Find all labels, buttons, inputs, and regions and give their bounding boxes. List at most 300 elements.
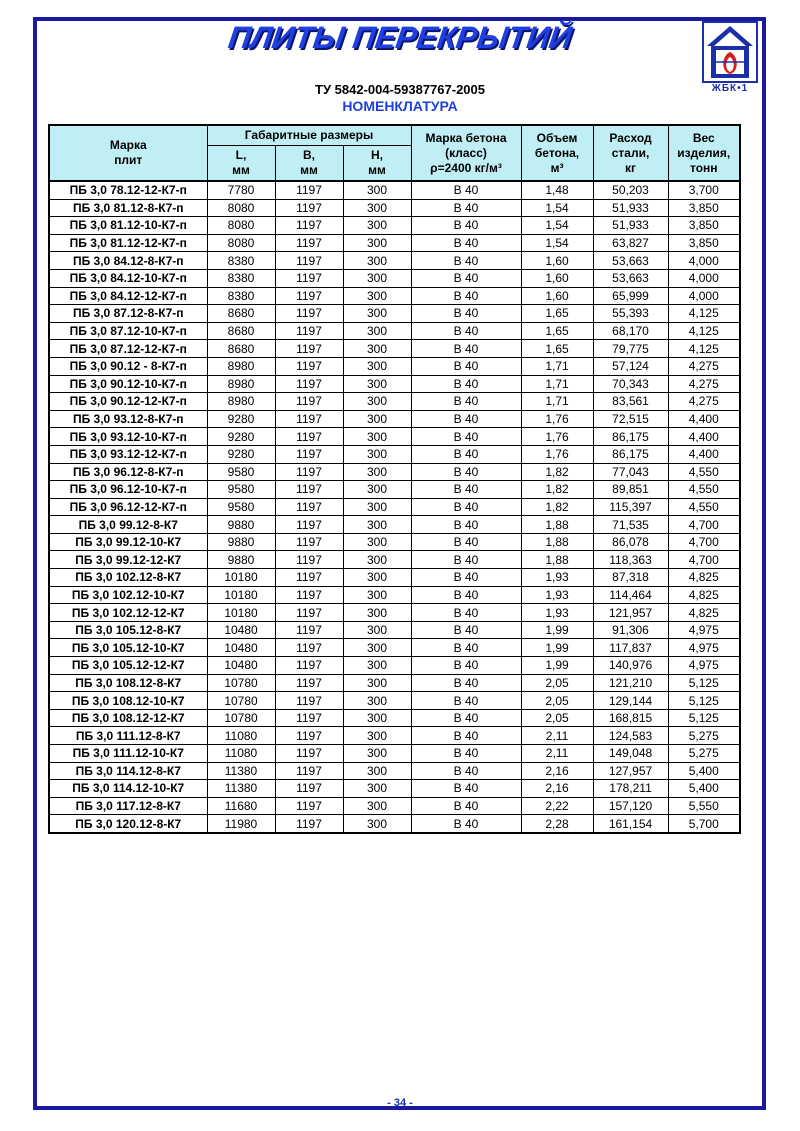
cell-width: 1197 xyxy=(275,516,343,534)
cell-width: 1197 xyxy=(275,181,343,199)
cell-marka: ПБ 3,0 102.12-12-К7 xyxy=(49,604,207,622)
cell-marka: ПБ 3,0 87.12-12-К7-п xyxy=(49,340,207,358)
cell-length: 8680 xyxy=(207,340,275,358)
cell-volume: 1,48 xyxy=(521,181,593,199)
cell-weight: 4,700 xyxy=(668,516,740,534)
cell-volume: 1,82 xyxy=(521,481,593,499)
cell-steel: 79,775 xyxy=(593,340,668,358)
table-row xyxy=(49,498,740,516)
cell-beton: В 40 xyxy=(411,709,521,727)
col-header-beton-line2: (класс) xyxy=(445,145,487,160)
cell-steel: 86,175 xyxy=(593,445,668,463)
cell-weight: 5,125 xyxy=(668,692,740,710)
cell-width: 1197 xyxy=(275,551,343,569)
cell-beton: В 40 xyxy=(411,586,521,604)
cell-marka: ПБ 3,0 87.12-10-К7-п xyxy=(49,322,207,340)
cell-height: 300 xyxy=(343,305,411,323)
cell-marka: ПБ 3,0 108.12-12-К7 xyxy=(49,709,207,727)
cell-weight: 4,975 xyxy=(668,639,740,657)
cell-width: 1197 xyxy=(275,639,343,657)
cell-width: 1197 xyxy=(275,481,343,499)
cell-marka: ПБ 3,0 111.12-10-К7 xyxy=(49,745,207,763)
cell-volume: 1,88 xyxy=(521,516,593,534)
cell-weight: 4,825 xyxy=(668,604,740,622)
cell-beton: В 40 xyxy=(411,498,521,516)
cell-steel: 161,154 xyxy=(593,815,668,833)
cell-weight: 4,275 xyxy=(668,375,740,393)
cell-length: 9580 xyxy=(207,498,275,516)
cell-width: 1197 xyxy=(275,410,343,428)
cell-weight: 4,550 xyxy=(668,498,740,516)
cell-beton: В 40 xyxy=(411,375,521,393)
cell-marka: ПБ 3,0 102.12-8-К7 xyxy=(49,569,207,587)
cell-height: 300 xyxy=(343,428,411,446)
cell-volume: 1,65 xyxy=(521,305,593,323)
cell-length: 10780 xyxy=(207,709,275,727)
cell-volume: 2,16 xyxy=(521,780,593,798)
cell-steel: 178,211 xyxy=(593,780,668,798)
cell-beton: В 40 xyxy=(411,639,521,657)
table-row xyxy=(49,674,740,692)
cell-weight: 4,400 xyxy=(668,428,740,446)
cell-beton: В 40 xyxy=(411,234,521,252)
cell-length: 10180 xyxy=(207,586,275,604)
cell-weight: 4,000 xyxy=(668,287,740,305)
cell-volume: 1,60 xyxy=(521,287,593,305)
cell-volume: 1,82 xyxy=(521,463,593,481)
cell-length: 11080 xyxy=(207,727,275,745)
cell-width: 1197 xyxy=(275,674,343,692)
cell-volume: 2,28 xyxy=(521,815,593,833)
cell-volume: 2,16 xyxy=(521,762,593,780)
cell-length: 10780 xyxy=(207,692,275,710)
cell-height: 300 xyxy=(343,639,411,657)
table-row xyxy=(49,393,740,411)
cell-width: 1197 xyxy=(275,340,343,358)
cell-marka: ПБ 3,0 111.12-8-К7 xyxy=(49,727,207,745)
cell-steel: 118,363 xyxy=(593,551,668,569)
col-header-weight-line3: тонн xyxy=(689,160,718,175)
table-row xyxy=(49,481,740,499)
cell-steel: 127,957 xyxy=(593,762,668,780)
cell-width: 1197 xyxy=(275,569,343,587)
cell-width: 1197 xyxy=(275,621,343,639)
cell-weight: 3,850 xyxy=(668,234,740,252)
cell-beton: В 40 xyxy=(411,322,521,340)
cell-height: 300 xyxy=(343,745,411,763)
cell-volume: 1,82 xyxy=(521,498,593,516)
cell-steel: 157,120 xyxy=(593,797,668,815)
cell-length: 11980 xyxy=(207,815,275,833)
cell-steel: 121,957 xyxy=(593,604,668,622)
cell-width: 1197 xyxy=(275,762,343,780)
cell-width: 1197 xyxy=(275,745,343,763)
cell-width: 1197 xyxy=(275,604,343,622)
cell-steel: 140,976 xyxy=(593,657,668,675)
table-row xyxy=(49,181,740,199)
cell-height: 300 xyxy=(343,252,411,270)
cell-beton: В 40 xyxy=(411,199,521,217)
cell-marka: ПБ 3,0 81.12-10-К7-п xyxy=(49,217,207,235)
table-row xyxy=(49,551,740,569)
cell-width: 1197 xyxy=(275,375,343,393)
cell-height: 300 xyxy=(343,217,411,235)
cell-height: 300 xyxy=(343,322,411,340)
col-header-volume-line2: бетона, xyxy=(534,145,580,160)
cell-beton: В 40 xyxy=(411,569,521,587)
cell-height: 300 xyxy=(343,269,411,287)
table-row xyxy=(49,621,740,639)
cell-length: 9580 xyxy=(207,463,275,481)
table-row xyxy=(49,657,740,675)
cell-marka: ПБ 3,0 84.12-8-К7-п xyxy=(49,252,207,270)
cell-marka: ПБ 3,0 81.12-12-К7-п xyxy=(49,234,207,252)
cell-length: 11080 xyxy=(207,745,275,763)
cell-steel: 77,043 xyxy=(593,463,668,481)
cell-weight: 4,400 xyxy=(668,445,740,463)
col-header-weight-line1: Вес xyxy=(692,130,715,145)
cell-steel: 72,515 xyxy=(593,410,668,428)
cell-height: 300 xyxy=(343,516,411,534)
cell-width: 1197 xyxy=(275,287,343,305)
table-row xyxy=(49,445,740,463)
cell-weight: 4,000 xyxy=(668,269,740,287)
cell-length: 9880 xyxy=(207,533,275,551)
cell-volume: 1,76 xyxy=(521,445,593,463)
cell-volume: 1,88 xyxy=(521,533,593,551)
cell-steel: 117,837 xyxy=(593,639,668,657)
table-row xyxy=(49,287,740,305)
col-header-beton xyxy=(411,125,521,181)
col-header-volume-line1: Объем xyxy=(536,130,578,145)
cell-volume: 1,99 xyxy=(521,639,593,657)
cell-length: 8980 xyxy=(207,357,275,375)
cell-width: 1197 xyxy=(275,322,343,340)
cell-height: 300 xyxy=(343,533,411,551)
cell-marka: ПБ 3,0 96.12-10-К7-п xyxy=(49,481,207,499)
cell-marka: ПБ 3,0 99.12-10-К7 xyxy=(49,533,207,551)
cell-weight: 4,125 xyxy=(668,305,740,323)
cell-steel: 57,124 xyxy=(593,357,668,375)
cell-steel: 86,175 xyxy=(593,428,668,446)
cell-length: 9280 xyxy=(207,445,275,463)
cell-beton: В 40 xyxy=(411,780,521,798)
col-header-steel-line1: Расход xyxy=(609,130,652,145)
cell-width: 1197 xyxy=(275,269,343,287)
cell-beton: В 40 xyxy=(411,269,521,287)
cell-volume: 1,60 xyxy=(521,269,593,287)
cell-beton: В 40 xyxy=(411,604,521,622)
cell-beton: В 40 xyxy=(411,393,521,411)
cell-length: 8080 xyxy=(207,217,275,235)
table-row xyxy=(49,692,740,710)
col-header-beton-line1: Марка бетона xyxy=(425,130,507,145)
cell-marka: ПБ 3,0 90.12-10-К7-п xyxy=(49,375,207,393)
cell-marka: ПБ 3,0 93.12-10-К7-п xyxy=(49,428,207,446)
cell-height: 300 xyxy=(343,604,411,622)
cell-steel: 51,933 xyxy=(593,217,668,235)
cell-width: 1197 xyxy=(275,357,343,375)
cell-width: 1197 xyxy=(275,498,343,516)
cell-height: 300 xyxy=(343,481,411,499)
cell-weight: 5,700 xyxy=(668,815,740,833)
cell-marka: ПБ 3,0 108.12-10-К7 xyxy=(49,692,207,710)
col-header-length xyxy=(207,145,275,181)
cell-width: 1197 xyxy=(275,727,343,745)
cell-length: 10180 xyxy=(207,569,275,587)
cell-height: 300 xyxy=(343,674,411,692)
cell-width: 1197 xyxy=(275,252,343,270)
cell-beton: В 40 xyxy=(411,762,521,780)
cell-marka: ПБ 3,0 90.12 - 8-К7-п xyxy=(49,357,207,375)
col-header-steel xyxy=(593,125,668,181)
cell-length: 11680 xyxy=(207,797,275,815)
cell-length: 8080 xyxy=(207,199,275,217)
cell-weight: 3,700 xyxy=(668,181,740,199)
cell-width: 1197 xyxy=(275,797,343,815)
cell-marka: ПБ 3,0 105.12-10-К7 xyxy=(49,639,207,657)
cell-height: 300 xyxy=(343,551,411,569)
cell-height: 300 xyxy=(343,621,411,639)
cell-weight: 4,975 xyxy=(668,621,740,639)
cell-width: 1197 xyxy=(275,428,343,446)
table-row xyxy=(49,745,740,763)
cell-volume: 1,99 xyxy=(521,621,593,639)
col-header-height xyxy=(343,145,411,181)
table-row xyxy=(49,322,740,340)
cell-length: 8380 xyxy=(207,269,275,287)
cell-width: 1197 xyxy=(275,199,343,217)
cell-volume: 1,76 xyxy=(521,428,593,446)
cell-height: 300 xyxy=(343,498,411,516)
table-row xyxy=(49,709,740,727)
cell-steel: 91,306 xyxy=(593,621,668,639)
cell-length: 8980 xyxy=(207,375,275,393)
table-row xyxy=(49,639,740,657)
cell-volume: 1,71 xyxy=(521,375,593,393)
cell-height: 300 xyxy=(343,445,411,463)
cell-height: 300 xyxy=(343,234,411,252)
cell-weight: 4,825 xyxy=(668,586,740,604)
col-header-beton-line3: ρ=2400 кг/м³ xyxy=(430,160,502,175)
col-header-width xyxy=(275,145,343,181)
cell-steel: 129,144 xyxy=(593,692,668,710)
cell-steel: 71,535 xyxy=(593,516,668,534)
cell-weight: 5,400 xyxy=(668,762,740,780)
cell-height: 300 xyxy=(343,780,411,798)
cell-height: 300 xyxy=(343,463,411,481)
cell-weight: 5,550 xyxy=(668,797,740,815)
cell-weight: 4,400 xyxy=(668,410,740,428)
cell-height: 300 xyxy=(343,727,411,745)
cell-marka: ПБ 3,0 99.12-8-К7 xyxy=(49,516,207,534)
cell-volume: 2,05 xyxy=(521,674,593,692)
cell-beton: В 40 xyxy=(411,340,521,358)
cell-steel: 83,561 xyxy=(593,393,668,411)
cell-marka: ПБ 3,0 93.12-8-К7-п xyxy=(49,410,207,428)
cell-weight: 5,275 xyxy=(668,727,740,745)
cell-height: 300 xyxy=(343,410,411,428)
cell-weight: 3,850 xyxy=(668,217,740,235)
cell-weight: 5,400 xyxy=(668,780,740,798)
cell-height: 300 xyxy=(343,181,411,199)
cell-weight: 4,825 xyxy=(668,569,740,587)
cell-beton: В 40 xyxy=(411,481,521,499)
cell-volume: 1,93 xyxy=(521,586,593,604)
table-row xyxy=(49,797,740,815)
cell-length: 10780 xyxy=(207,674,275,692)
cell-height: 300 xyxy=(343,375,411,393)
cell-beton: В 40 xyxy=(411,463,521,481)
cell-beton: В 40 xyxy=(411,305,521,323)
table-row xyxy=(49,463,740,481)
cell-marka: ПБ 3,0 84.12-10-К7-п xyxy=(49,269,207,287)
cell-beton: В 40 xyxy=(411,357,521,375)
table-row xyxy=(49,375,740,393)
cell-width: 1197 xyxy=(275,217,343,235)
cell-beton: В 40 xyxy=(411,533,521,551)
cell-beton: В 40 xyxy=(411,252,521,270)
cell-volume: 2,22 xyxy=(521,797,593,815)
cell-height: 300 xyxy=(343,762,411,780)
cell-marka: ПБ 3,0 102.12-10-К7 xyxy=(49,586,207,604)
cell-width: 1197 xyxy=(275,586,343,604)
cell-height: 300 xyxy=(343,569,411,587)
cell-length: 7780 xyxy=(207,181,275,199)
cell-marka: ПБ 3,0 96.12-8-К7-п xyxy=(49,463,207,481)
cell-marka: ПБ 3,0 93.12-12-К7-п xyxy=(49,445,207,463)
cell-beton: В 40 xyxy=(411,745,521,763)
cell-steel: 51,933 xyxy=(593,199,668,217)
cell-steel: 70,343 xyxy=(593,375,668,393)
col-header-width-unit: мм xyxy=(300,162,318,177)
cell-weight: 4,275 xyxy=(668,393,740,411)
cell-volume: 1,65 xyxy=(521,340,593,358)
cell-weight: 4,125 xyxy=(668,322,740,340)
cell-height: 300 xyxy=(343,340,411,358)
cell-length: 11380 xyxy=(207,762,275,780)
logo-text: ЖБК•1 xyxy=(711,83,749,94)
cell-volume: 1,54 xyxy=(521,234,593,252)
cell-marka: ПБ 3,0 105.12-12-К7 xyxy=(49,657,207,675)
cell-width: 1197 xyxy=(275,393,343,411)
col-header-marka-line2: плит xyxy=(114,153,143,167)
col-header-height-label: H, xyxy=(371,147,383,162)
cell-beton: В 40 xyxy=(411,657,521,675)
table-row xyxy=(49,569,740,587)
cell-steel: 121,210 xyxy=(593,674,668,692)
cell-height: 300 xyxy=(343,657,411,675)
table-row xyxy=(49,234,740,252)
cell-steel: 87,318 xyxy=(593,569,668,587)
cell-steel: 55,393 xyxy=(593,305,668,323)
cell-beton: В 40 xyxy=(411,727,521,745)
table-row xyxy=(49,305,740,323)
table-row xyxy=(49,727,740,745)
cell-steel: 149,048 xyxy=(593,745,668,763)
table-row xyxy=(49,199,740,217)
cell-width: 1197 xyxy=(275,445,343,463)
cell-weight: 5,125 xyxy=(668,674,740,692)
cell-steel: 115,397 xyxy=(593,498,668,516)
cell-length: 10480 xyxy=(207,657,275,675)
cell-width: 1197 xyxy=(275,463,343,481)
section-heading: НОМЕНКЛАТУРА xyxy=(342,98,458,114)
cell-beton: В 40 xyxy=(411,551,521,569)
cell-volume: 1,76 xyxy=(521,410,593,428)
cell-volume: 1,65 xyxy=(521,322,593,340)
table-row xyxy=(49,217,740,235)
cell-weight: 4,700 xyxy=(668,551,740,569)
cell-steel: 53,663 xyxy=(593,252,668,270)
cell-length: 9880 xyxy=(207,516,275,534)
col-header-marka xyxy=(49,125,207,181)
cell-height: 300 xyxy=(343,797,411,815)
table-row xyxy=(49,604,740,622)
cell-volume: 1,88 xyxy=(521,551,593,569)
cell-height: 300 xyxy=(343,357,411,375)
cell-volume: 1,60 xyxy=(521,252,593,270)
cell-steel: 89,851 xyxy=(593,481,668,499)
cell-beton: В 40 xyxy=(411,621,521,639)
cell-width: 1197 xyxy=(275,815,343,833)
cell-height: 300 xyxy=(343,815,411,833)
cell-steel: 65,999 xyxy=(593,287,668,305)
table-row xyxy=(49,410,740,428)
table-row xyxy=(49,269,740,287)
cell-beton: В 40 xyxy=(411,674,521,692)
cell-beton: В 40 xyxy=(411,797,521,815)
cell-length: 8080 xyxy=(207,234,275,252)
table-row xyxy=(49,780,740,798)
table-row xyxy=(49,762,740,780)
cell-height: 300 xyxy=(343,692,411,710)
page-number: - 34 - xyxy=(387,1097,413,1109)
cell-volume: 1,99 xyxy=(521,657,593,675)
table-row xyxy=(49,586,740,604)
cell-beton: В 40 xyxy=(411,428,521,446)
cell-weight: 3,850 xyxy=(668,199,740,217)
table-row xyxy=(49,340,740,358)
cell-steel: 50,203 xyxy=(593,181,668,199)
cell-beton: В 40 xyxy=(411,692,521,710)
cell-marka: ПБ 3,0 90.12-12-К7-п xyxy=(49,393,207,411)
cell-width: 1197 xyxy=(275,234,343,252)
cell-steel: 68,170 xyxy=(593,322,668,340)
cell-length: 10480 xyxy=(207,639,275,657)
table-row xyxy=(49,252,740,270)
cell-length: 8680 xyxy=(207,305,275,323)
col-header-height-unit: мм xyxy=(368,162,386,177)
cell-beton: В 40 xyxy=(411,815,521,833)
cell-width: 1197 xyxy=(275,305,343,323)
cell-beton: В 40 xyxy=(411,181,521,199)
cell-weight: 4,000 xyxy=(668,252,740,270)
cell-width: 1197 xyxy=(275,780,343,798)
cell-weight: 4,975 xyxy=(668,657,740,675)
cell-length: 11380 xyxy=(207,780,275,798)
col-header-steel-line2: стали, xyxy=(611,145,650,160)
col-header-steel-line3: кг xyxy=(625,160,637,175)
table-body xyxy=(49,181,740,833)
cell-length: 8380 xyxy=(207,287,275,305)
cell-weight: 4,700 xyxy=(668,533,740,551)
cell-beton: В 40 xyxy=(411,516,521,534)
cell-length: 10480 xyxy=(207,621,275,639)
col-header-weight-line2: изделия, xyxy=(677,145,731,160)
cell-marka: ПБ 3,0 78.12-12-К7-п xyxy=(49,181,207,199)
cell-height: 300 xyxy=(343,586,411,604)
